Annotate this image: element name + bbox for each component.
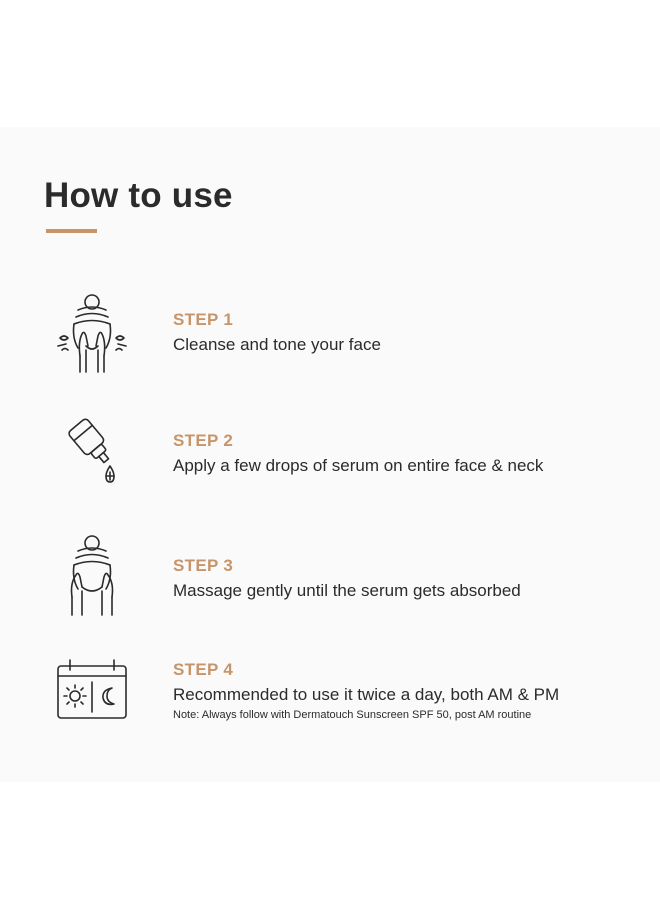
step-2-label: STEP 2	[173, 431, 234, 450]
step-1-text: Cleanse and tone your face	[173, 335, 381, 354]
step-4-label: STEP 4	[173, 660, 234, 679]
title-underline	[46, 229, 97, 233]
step-4-text: Recommended to use it twice a day, both AM & PM	[173, 685, 560, 704]
step-2-text: Apply a few drops of serum on entire face & neck	[173, 456, 544, 475]
face-wash-splash-icon	[50, 290, 134, 374]
step-3-text: Massage gently until the serum gets absorbed	[173, 581, 521, 600]
serum-dropper-bottle-icon	[50, 412, 134, 496]
face-massage-icon	[50, 533, 134, 617]
step-4-note: Note: Always follow with Dermatouch Sunscreen SPF 50, post AM routine	[173, 709, 532, 721]
step-1-label: STEP 1	[173, 310, 234, 329]
page-title: How to use	[44, 176, 233, 215]
calendar-sun-moon-icon	[50, 650, 134, 734]
step-3-label: STEP 3	[173, 556, 234, 575]
